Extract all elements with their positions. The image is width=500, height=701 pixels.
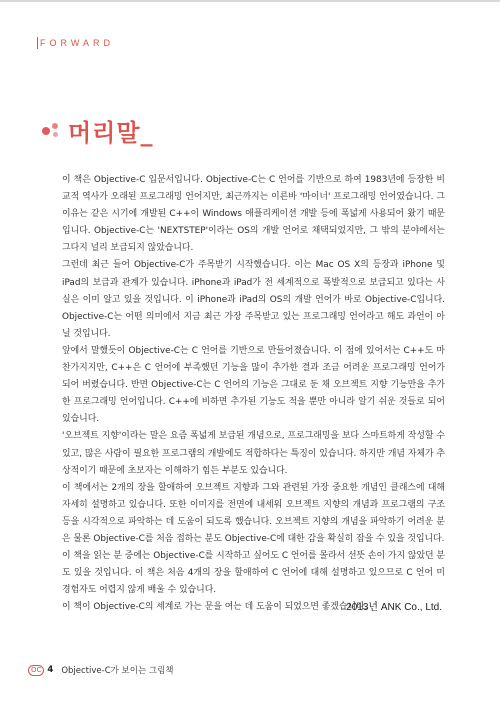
title-block [42, 113, 154, 148]
top-rule [0, 0, 500, 2]
page-title: 머리말_ [68, 119, 154, 147]
book-title: Objective-C가 보이는 그림책 [61, 666, 174, 676]
paragraph: 이 책에서는 2개의 장을 할애하여 오브젝트 지향과 그와 관련된 가장 중요한 개념인 클래스에 대해 자세히 설명하고 있습니다. 또한 이미지를 전면에 내세워 오브젝트 지향의 개념과 프로그램의 구조 등을 시각적으로 파악하는 데 도움이 되도록 했습니다. 오브젝트 지향의 개념을 파악하기 어려운 분은 물론 Objective-C를 처음 접하는 분도 Objective-C에 대한 감을 확실히 잡을 수 있을 것입니다. [62, 482, 445, 544]
page-number: 4 [47, 665, 54, 675]
dots-icon [42, 121, 62, 141]
paragraph: 이 책이 Objective-C의 세계로 가는 문을 여는 데 도움이 되었으면 좋겠습니다. [62, 602, 368, 613]
page-footer [28, 664, 174, 676]
paragraph: 이 책은 Objective-C 입문서입니다. Objective-C는 C 언어를 기반으로 하여 1983년에 등장한 비교적 역사가 오래된 프로그래밍 언어지만, 최근까지는 이른바 '마이너' 프로그래밍 언어였습니다. 그 이유는 같은 시기에 개발된 C++이 Windows 애플리케이션 개발 등에 폭넓게 사용되어 왔기 때문입니다. Objective-C는 'NEXTSTEP'이라는 OS의 개발 언어로 채택되었지만, 그 밖의 분야에서는 그다지 널리 보급되지 않았습니다. [62, 175, 445, 254]
section-label: FORWARD [40, 38, 114, 48]
body-text [62, 172, 445, 616]
paragraph: 앞에서 말했듯이 Objective-C는 C 언어를 기반으로 만들어졌습니다. 이 점에 있어서는 C++도 마찬가지지만, C++은 C 언어에 부족했던 기능을 많이 추가한 결과 조금 어려운 프로그래밍 언어가 되어 버렸습니다. 반면 Objective-C는 C 언어의 기능은 그대로 둔 채 오브젝트 지향 기능만을 추가한 프로그래밍 언어입니다. C++에 비하면 추가된 기능도 적을 뿐만 아니라 알기 쉬운 것들로 되어 있습니다. [62, 345, 445, 425]
signature: 2013년 ANK Co., Ltd. [346, 602, 442, 613]
header-accent-bar [37, 37, 38, 49]
paragraph: '오브젝트 지향'이라는 말은 요즘 폭넓게 보급된 개념으로, 프로그래밍을 보다 스마트하게 작성할 수 있고, 많은 사람이 필요한 프로그램의 개발에도 적합하다는 특징이 있습니다. 하지만 개념 자체가 추상적이기 때문에 초보자는 이해하기 힘든 부분도 있습니다. [62, 431, 445, 476]
book-badge-icon: OC [28, 665, 44, 676]
paragraph: 이 책을 읽는 분 중에는 Objective-C를 시작하고 싶어도 C 언어를 몰라서 선뜻 손이 가지 않았던 분도 있을 것입니다. 이 책은 처음 4개의 장을 할애하여 C 언어에 대해 설명하고 있으므로 C 언어 미경험자도 어렵지 않게 배울 수 있습니다. [62, 551, 445, 596]
paragraph: 그런데 최근 들어 Objective-C가 주목받기 시작했습니다. 이는 Mac OS X의 등장과 iPhone 및 iPad의 보급과 관계가 있습니다. iPhone과 iPad가 전 세계적으로 폭발적으로 보급되고 있다는 사실은 이미 알고 있을 것입니다. 이 iPhone과 iPad의 OS의 개발 언어가 바로 Objective-C입니다. Objective-C는 어떤 의미에서 지금 최근 가장 주목받고 있는 프로그래밍 언어라고 해도 과언이 아닐 것입니다. [62, 260, 445, 339]
